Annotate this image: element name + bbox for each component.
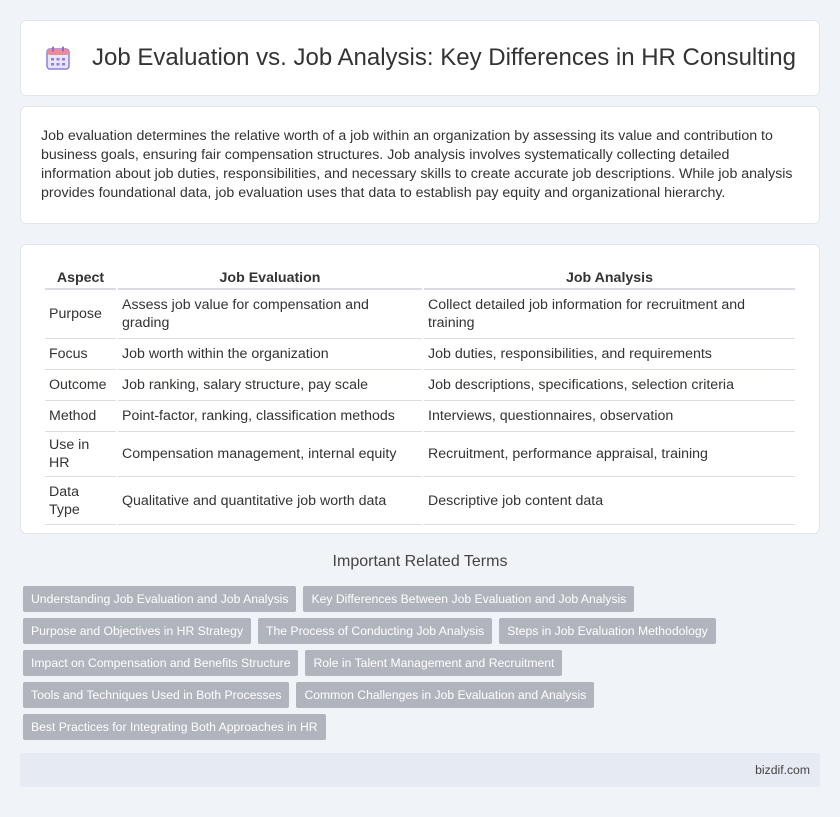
related-term-tag[interactable]: Common Challenges in Job Evaluation and Analysis [296,682,594,708]
related-term-tag[interactable]: Key Differences Between Job Evaluation and Job Analysis [303,586,634,612]
related-terms-title: Important Related Terms [332,553,508,570]
row-job-analysis: Job duties, responsibilities, and requirements [424,338,795,369]
related-terms-list [23,586,823,746]
related-term-tag[interactable]: The Process of Conducting Job Analysis [258,618,492,644]
header-card [20,20,820,96]
related-term-tag[interactable]: Role in Talent Management and Recruitment [305,650,562,676]
footer [20,753,820,787]
table-row [45,338,795,369]
row-job-evaluation: Job worth within the organization [118,338,422,369]
header-job-analysis: Job Analysis [424,265,795,289]
related-term-tag[interactable]: Steps in Job Evaluation Methodology [499,618,716,644]
table-row [45,431,795,476]
table-header-row [45,265,795,289]
header-job-evaluation: Job Evaluation [118,265,422,289]
row-job-evaluation: Assess job value for compensation and grading [118,289,422,338]
row-job-evaluation: Qualitative and quantitative job worth data [118,476,422,525]
row-aspect: Data Type [45,476,116,525]
row-aspect: Focus [45,338,116,369]
row-job-analysis: Recruitment, performance appraisal, training [424,431,795,476]
intro-paragraph: Job evaluation determines the relative worth of a job within an organization by assessing its value and contribution to business goals, ensuring fair compensation structures. Job analysis involves systematically collecting detailed information about job duties, responsibilities, and necessary skills to create accurate job descriptions. While job analysis provides foundational data, job evaluation uses that data to establish pay equity and organizational hierarchy. [41,128,793,201]
related-term-tag[interactable]: Impact on Compensation and Benefits Structure [23,650,298,676]
row-aspect: Method [45,400,116,431]
row-job-analysis: Descriptive job content data [424,476,795,525]
row-job-evaluation: Compensation management, internal equity [118,431,422,476]
table-row [45,289,795,338]
row-job-evaluation: Point-factor, ranking, classification methods [118,400,422,431]
comparison-table [43,265,797,525]
related-term-tag[interactable]: Tools and Techniques Used in Both Processes [23,682,289,708]
intro-card [20,106,820,224]
row-job-analysis: Interviews, questionnaires, observation [424,400,795,431]
row-aspect: Outcome [45,369,116,400]
related-term-tag[interactable]: Best Practices for Integrating Both Approaches in HR [23,714,326,740]
table-row [45,400,795,431]
row-aspect: Purpose [45,289,116,338]
header-aspect: Aspect [45,265,116,289]
table-row [45,369,795,400]
row-job-evaluation: Job ranking, salary structure, pay scale [118,369,422,400]
related-term-tag[interactable]: Understanding Job Evaluation and Job Analysis [23,586,296,612]
row-job-analysis: Job descriptions, specifications, selection criteria [424,369,795,400]
comparison-table-card [20,244,820,534]
table-row [45,476,795,525]
row-aspect: Use in HR [45,431,116,476]
row-job-analysis: Collect detailed job information for recruitment and training [424,289,795,338]
footer-site-link[interactable]: bizdif.com [755,763,810,777]
calendar-icon [44,44,72,72]
related-term-tag[interactable]: Purpose and Objectives in HR Strategy [23,618,251,644]
page-title: Job Evaluation vs. Job Analysis: Key Differences in HR Consulting [92,44,796,71]
